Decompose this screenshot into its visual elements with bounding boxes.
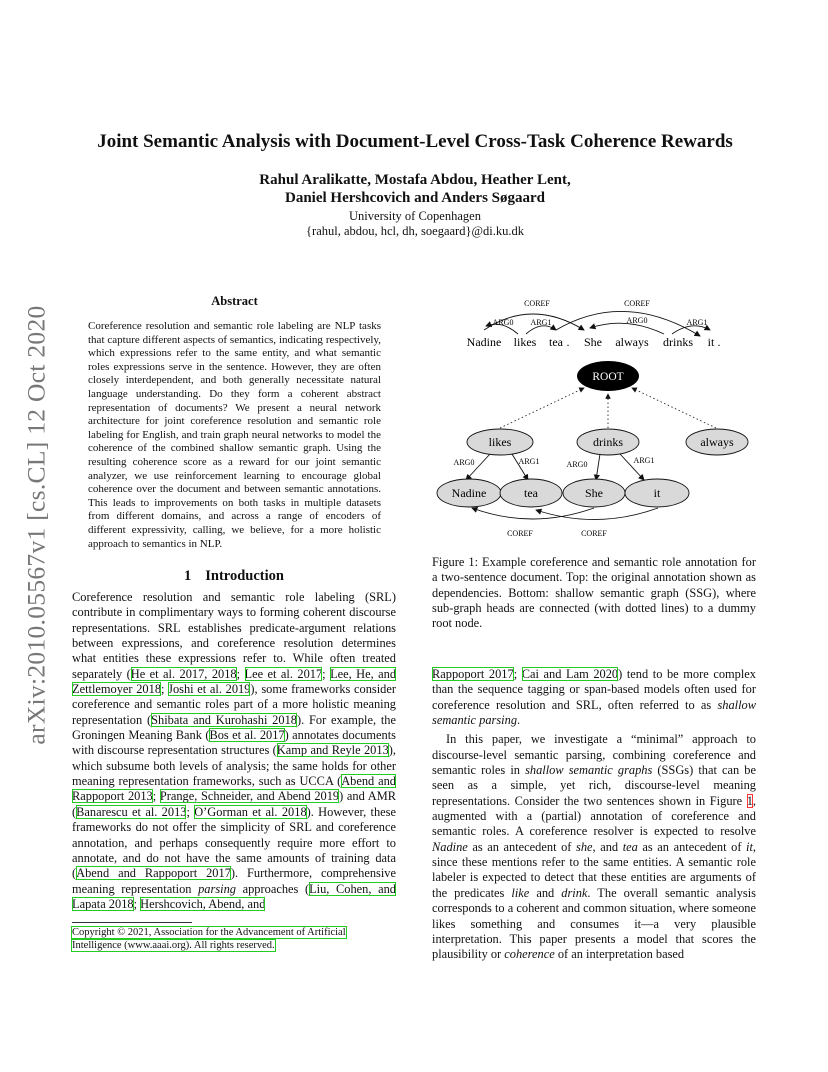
emphasis: parsing — [198, 881, 236, 896]
sentence-word: tea — [549, 335, 563, 349]
sentence-word: She — [584, 335, 602, 349]
abstract-heading: Abstract — [211, 294, 258, 308]
citation-link[interactable]: Banarescu et al. 2013 — [76, 804, 187, 819]
citation-link[interactable]: Joshi et al. 2019 — [168, 682, 251, 697]
citation-link[interactable]: Rappoport 2017 — [432, 667, 514, 681]
citation-link[interactable]: O’Gorman et al. 2018 — [194, 804, 307, 819]
citation-link[interactable]: He et al. 2017, 2018 — [130, 666, 237, 681]
body-text: ; — [186, 804, 195, 819]
abstract-text: Coreference resolution and semantic role labeling are NLP tasks that capture different aspects of semantics, indicating respectively, which expressions refer to the same entity, and what semantic roles expressions serve in the sentence. However, they are often closely interdependent, and both generally necessitate natural language understanding. Do they form a coherent abstract representation of documents? We present a neural network architecture for joint coreference resolution and semantic role labeling for English, and train graph neural networks to model the coherence of the combined shallow semantic graph. Using the resulting coherence score as a reward for our joint semantic analyzer, we use reinforcement learning to encourage global coherence over the document and between semantic annotations. This leads to improvements on both tasks in multiple datasets from different domains, and across a range of encoders of different expressivity, calling, we believe, for a more holistic approach to semantics in NLP. — [88, 320, 381, 550]
body-text: ) annotates documents with discourse representation structures ( — [72, 728, 396, 758]
body-text: ; — [236, 666, 245, 681]
arg1-arc-top-1 — [526, 326, 556, 334]
sentence-word: likes — [513, 335, 537, 349]
citation-link[interactable]: Hershcovich, Abend, and — [140, 896, 266, 911]
body-text: ), which subsume both levels of analysis; the same holds for other meaning representation frameworks, such as UCCA ( — [72, 743, 396, 789]
figure-ref-link[interactable]: 1 — [746, 793, 753, 808]
root-node-label: ROOT — [592, 371, 624, 383]
graph-label-arg1-1: ARG1 — [518, 457, 540, 466]
citation-link[interactable]: Bos et al. 2017 — [209, 728, 285, 743]
body-text: ) and AMR ( — [72, 789, 396, 819]
citation-link[interactable]: Lee et al. 2017 — [244, 666, 323, 681]
sentence-word: Nadine — [466, 335, 502, 349]
body-text: ). For example, the Groningen Meaning Bank ( — [72, 712, 397, 743]
arxiv-stamp: arXiv:2010.05567v1 [cs.CL] 12 Oct 2020 — [22, 305, 51, 745]
intro-right-column — [432, 667, 756, 963]
body-text: . The overall semantic analysis corresponds to a coherent and common situation, where someone likes something and consumes it—a very plausible interpretation. This paper presents a model that scores the plausibility or — [432, 885, 756, 962]
body-text: ). Furthermore, comprehensive meaning representation — [72, 866, 396, 896]
section-title: Introduction — [205, 568, 284, 584]
sentence-word: . — [717, 335, 721, 349]
root-link-always — [632, 388, 716, 428]
graph-label-arg0-1: ARG0 — [453, 458, 475, 467]
emphasis: shallow semantic parsing — [432, 697, 756, 728]
section-number: 1 — [184, 568, 192, 584]
body-text: ) tend to be more complex than the sequence tagging or span-based models often used for coreference resolution and SRL, often referred to as — [432, 667, 756, 712]
body-text: . — [517, 713, 521, 728]
citation-link[interactable]: Liu, Cohen, and Lapata 2018 — [72, 881, 396, 911]
author-emails: {rahul, abdou, hcl, dh, soegaard}@di.ku.dk — [306, 224, 524, 238]
copyright-line-1[interactable]: Copyright © 2021, Association for the Advancement of Artificial — [72, 927, 346, 938]
body-text: ; — [133, 896, 141, 911]
node-she-label: She — [585, 486, 603, 500]
citation-link[interactable]: Cai and Lam 2020 — [521, 667, 619, 681]
sentence-word: it — [707, 335, 715, 349]
node-nadine-label: Nadine — [451, 486, 487, 500]
paper-title: Joint Semantic Analysis with Document-Level Cross-Task Coherence Rewards — [97, 131, 733, 152]
author-line-1: Rahul Aralikatte, Mostafa Abdou, Heather Lent, — [259, 172, 571, 188]
node-always-label: always — [700, 435, 734, 449]
body-text: (SSGs) that can be seen as a simple, yet rich, discourse-level meaning representations. Consider the two sentences shown in Figure — [432, 763, 756, 808]
body-text: ; — [322, 666, 331, 681]
top-label-arg1-2: ARG1 — [686, 318, 708, 327]
copyright-line-2[interactable]: Intelligence (www.aaai.org). All rights reserved. — [72, 940, 275, 951]
body-text: Coreference resolution and semantic role labeling (SRL) contribute in complimentary ways to forming coherent discourse representations. SRL establishes predicate-argument relations between expressions, and coreference resolution determines what entities these expressions refer to. While often treated separately ( — [72, 590, 396, 681]
citation-link[interactable]: Shibata and Kurohashi 2018 — [151, 712, 297, 727]
body-text: as an antecedent of — [467, 839, 576, 854]
body-text: as an antecedent of — [637, 839, 747, 854]
copyright-footnote — [72, 926, 396, 952]
emphasis: coherence — [504, 947, 555, 962]
sentence-word: drinks — [663, 335, 693, 349]
author-line-2: Daniel Hershcovich and Anders Søgaard — [284, 190, 546, 206]
emphasis: she — [576, 839, 593, 854]
emphasis: drink — [561, 885, 588, 900]
sentence-word: always — [615, 335, 649, 349]
citation-link[interactable]: Lee, He, and Zettlemoyer 2018 — [72, 666, 397, 697]
emphasis: shallow semantic graphs — [525, 763, 653, 778]
body-text: , and — [592, 839, 623, 854]
body-text: approaches ( — [235, 881, 310, 896]
body-text: In this paper, we investigate a “minimal” approach to discourse-level semantic parsing, combining coreference and semantic roles in — [432, 732, 756, 778]
root-link-likes — [500, 388, 584, 428]
body-text: of an interpretation based — [554, 947, 685, 962]
citation-link[interactable]: Abend and Rappoport 2013 — [72, 774, 396, 804]
affiliation: University of Copenhagen — [349, 209, 481, 223]
body-text: , since these mentions refer to the same entities. A semantic role labeler is expected to detect that these entities are arguments of the predicates — [432, 839, 757, 900]
graph-label-arg1-2: ARG1 — [633, 456, 655, 465]
figure-1-caption: Figure 1: Example coreference and semantic role annotation for a two-sentence document. Top: the original annotation shown as dependencies. Bottom: shallow semantic graph (SSG), where sub-graph heads are connected (with dotted lines) to a dummy root node. — [432, 555, 756, 631]
body-text: ; — [152, 789, 160, 804]
affiliation-block — [72, 209, 758, 239]
body-text: ; — [513, 667, 522, 681]
coref-curve-bottom-1 — [472, 508, 594, 519]
emphasis: tea — [622, 839, 638, 854]
top-label-arg1-1: ARG1 — [530, 318, 552, 327]
figure-1-diagram — [432, 290, 762, 540]
emphasis: Nadine — [432, 839, 468, 854]
author-list — [72, 171, 758, 207]
body-text: ). However, these frameworks do not offer the simplicity of SRL and coreference annotation, and perhaps consequently require more effort to annotate, and do not have the same amounts of training data ( — [72, 804, 396, 881]
citation-link[interactable]: Abend and Rappoport 2017 — [76, 866, 231, 881]
section-heading-introduction — [72, 568, 396, 585]
top-label-coref-2: COREF — [624, 299, 650, 308]
graph-label-arg0-2: ARG0 — [566, 460, 588, 469]
intro-left-column — [72, 590, 396, 912]
node-likes-label: likes — [488, 435, 512, 449]
emphasis: like — [511, 885, 530, 900]
citation-link[interactable]: Prange, Schneider, and Abend 2019 — [159, 789, 340, 804]
body-text: , augmented with a (partial) annotation of coreference and semantic roles. A coreference resolver is expected to resolve — [432, 793, 756, 839]
top-label-coref-1: COREF — [524, 299, 550, 308]
body-text: ; — [161, 682, 169, 697]
graph-label-coref-2: COREF — [581, 529, 607, 538]
citation-link[interactable]: Kamp and Reyle 2013 — [276, 743, 389, 758]
emphasis: it — [746, 839, 753, 854]
top-label-arg0-2: ARG0 — [626, 316, 648, 325]
body-text: and — [529, 885, 562, 900]
node-it-label: it — [653, 486, 661, 500]
paragraph — [432, 732, 756, 962]
graph-label-coref-1: COREF — [507, 529, 533, 538]
edge-drinks-she — [596, 454, 600, 480]
arg1-arc-top-2 — [672, 326, 710, 334]
footnote-rule — [72, 922, 192, 923]
body-text: ), some frameworks consider coreference and semantic roles part of a more holistic meaning representation ( — [72, 682, 396, 727]
node-tea-label: tea — [524, 486, 538, 500]
node-drinks-label: drinks — [593, 435, 623, 449]
sentence-word: . — [566, 335, 570, 349]
paragraph — [432, 667, 756, 728]
top-label-arg0-1: ARG0 — [492, 318, 514, 327]
